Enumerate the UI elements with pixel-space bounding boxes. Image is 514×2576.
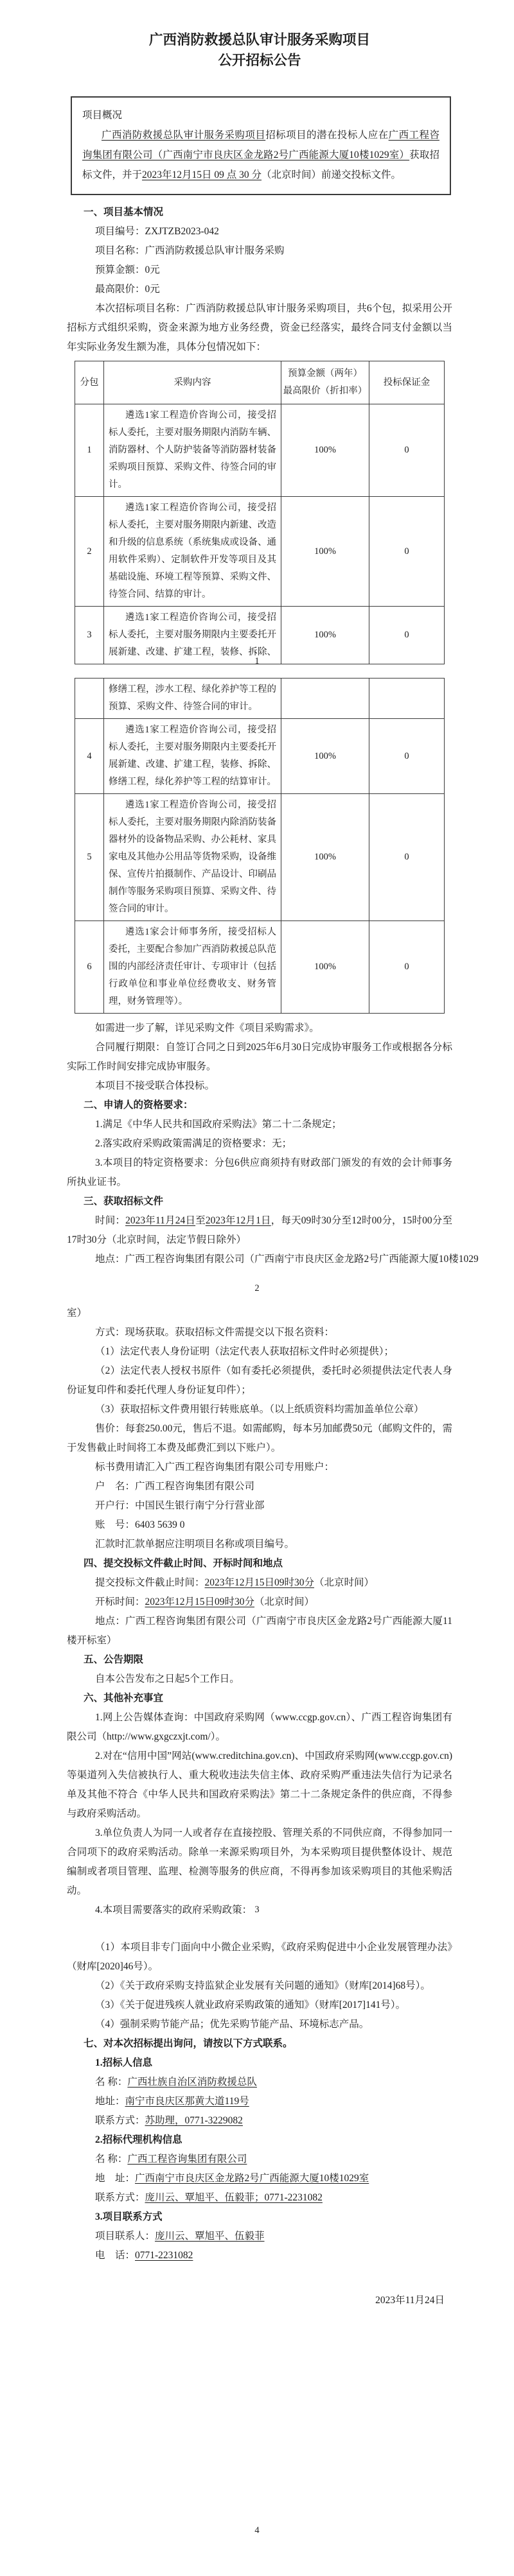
contact-label: 联系方式：	[95, 2192, 145, 2203]
opening-datetime: 2023年12月15日09时30分	[145, 1596, 255, 1607]
section2-heading: 二、申请人的资格要求：	[84, 1100, 193, 1111]
table-row	[75, 679, 445, 719]
phone-label: 电 话：	[95, 2250, 136, 2261]
overview-text: 招标项目的潜在投标人应在	[265, 130, 389, 141]
supplement-item-2: 2.对在“信用中国”网站(www.creditchina.gov.cn)、中国政府采购网(www.ccgp.gov.cn)等渠道列入失信被执行人、重大税收违法失信主体、政府采购严重违法失信行为记录名单及其他不符合《中华人民共和国政府采购法》第二十二条规定条件的供应商，不得参与政府采购活动。	[67, 1750, 452, 1819]
cell-package-no: 5	[75, 794, 104, 921]
document-obtain-time	[67, 1211, 452, 1250]
cell-content: 遴选1家工程造价咨询公司，接受招标人委托，主要对服务期限内主要委托开展新建、改建、扩建工程，装修、拆除、修缮工程，绿化养护等工程的结算审计。	[104, 719, 281, 794]
agency-address	[67, 2169, 452, 2188]
person-label: 项目联系人：	[95, 2231, 155, 2242]
cell-package-no: 3	[75, 607, 104, 664]
registration-material-1: （1）法定代表人身份证明（法定代表人获取招标文件时必须提供）；	[95, 1346, 394, 1357]
cell-package-no: 4	[75, 719, 104, 794]
cell-deposit	[369, 679, 445, 719]
page-number-1: 1	[254, 656, 260, 666]
cell-budget: 100%	[281, 497, 369, 607]
policy-item-4: （4）强制采购节能产品；优先采购节能产品、环境标志产品。	[95, 2019, 369, 2030]
registration-material-3: （3）获取招标文件费用银行转账底单。（以上纸质资料均需加盖单位公章）	[95, 1404, 424, 1415]
tenderer-info-heading: 1.招标人信息	[95, 2057, 153, 2068]
budget-amount: 预算金额：0元	[95, 264, 160, 275]
tenderer-contact-value: 苏助理，0771-3229082	[145, 2115, 243, 2126]
overview-text: 获取招标文件，并于	[82, 150, 439, 180]
table-header-row	[75, 361, 445, 404]
max-price: 最高限价：0元	[95, 284, 160, 295]
tenderer-contact	[67, 2111, 452, 2131]
table-row	[75, 921, 445, 1014]
cell-deposit: 0	[369, 794, 445, 921]
cell-package-no	[75, 679, 104, 719]
name-label: 名 称：	[95, 2077, 128, 2088]
table-row	[75, 497, 445, 607]
agency-info-heading: 2.招标代理机构信息	[95, 2134, 182, 2145]
policy-item-1: （1）本项目非专门面向中小微企业采购，《政府采购促进中小企业发展管理办法》（财库[2020]46号）。	[67, 1942, 452, 1972]
time-label: 时间：	[95, 1215, 126, 1226]
project-contact-person	[67, 2227, 452, 2246]
page-number-3: 3	[254, 1905, 260, 1915]
cell-package-no: 1	[75, 404, 104, 497]
tender-intro-paragraph: 本次招标项目名称：广西消防救援总队审计服务采购项目，共6个包，拟采用公开招标方式组织采购，资金来源为地方业务经费，资金已经落实，最终合同支付金额以当年实际业务发生额为准，具体分包情况如下：	[67, 303, 452, 352]
document-title-line1: 广西消防救援总队审计服务采购项目	[148, 32, 370, 48]
project-overview-box	[71, 96, 451, 195]
header-content: 采购内容	[104, 361, 281, 404]
document-obtain-place-line2: 室）	[67, 1308, 87, 1318]
cell-deposit: 0	[369, 404, 445, 497]
overview-paragraph	[82, 125, 439, 185]
remit-note: 汇款时汇款单据应注明项目名称或项目编号。	[95, 1539, 295, 1550]
table-row	[75, 719, 445, 794]
bid-opening-place: 地点：广西工程咨询集团有限公司（广西南宁市良庆区金龙路2号广西能源大厦11楼开标室）	[67, 1616, 452, 1646]
project-contact-heading: 3.项目联系方式	[95, 2211, 163, 2222]
table-row	[75, 794, 445, 921]
cell-content: 遴选1家工程造价咨询公司，接受招标人委托，主要对服务期限内除消防装备器材外的设备物品采购、办公耗材、家具家电及其他办公用品等货物采购，设备维保、宣传片拍摄制作、产品设计、印刷品制作等服务采购项目预算、采购文件、待签合同的审计。	[104, 794, 281, 921]
cell-budget: 100%	[281, 921, 369, 1014]
cell-content: 遴选1家工程造价咨询公司，接受招标人委托，主要对服务期限内新建、改造和升级的信息系统（系统集成或设备、通用软件采购）、定制软件开发等项目及其基础设施、环境工程等预算、采购文件、待签合同、结算的审计。	[104, 497, 281, 607]
section4-heading: 四、提交投标文件截止时间、开标时间和地点	[84, 1558, 283, 1569]
header-budget-line1: 预算金额（两年）	[288, 368, 362, 379]
project-number: 项目编号：ZXJTZB2023-042	[95, 226, 219, 237]
agency-name	[67, 2150, 452, 2169]
package-table-part2	[75, 678, 445, 1014]
agency-address-value: 广西南宁市良庆区金龙路2号广西能源大厦10楼1029室	[135, 2173, 369, 2184]
supplement-item-4: 4.本项目需要落实的政府采购政策：	[95, 1905, 253, 1915]
project-contact-phone-value: 0771-2231082	[135, 2250, 193, 2261]
project-contact-person-value: 庞川云、覃旭平、伍毅菲	[155, 2231, 265, 2242]
agency-contact-value: 庞川云、覃旭平、伍毅菲；0771-2231082	[145, 2192, 323, 2203]
tenderer-name-value: 广西壮族自治区消防救援总队	[127, 2077, 257, 2088]
time-end-date: 2023年12月1日	[205, 1215, 271, 1226]
bank-name: 开户行：中国民生银行南宁分行营业部	[95, 1500, 265, 1511]
opening-suffix: （北京时间）	[254, 1596, 315, 1607]
time-text: 至	[195, 1215, 206, 1226]
section3-heading: 三、获取招标文件	[84, 1196, 164, 1207]
account-number: 账 号：6403 5639 0	[95, 1519, 185, 1530]
further-info-note: 如需进一步了解，详见采购文件《项目采购需求》。	[95, 1023, 319, 1033]
table-row	[75, 404, 445, 497]
header-package: 分包	[75, 361, 104, 404]
announcement-date: 2023年11月24日	[375, 2295, 445, 2306]
name-label: 名 称：	[95, 2154, 128, 2165]
deadline-suffix: （北京时间）	[314, 1577, 375, 1588]
page-3	[0, 1295, 514, 1916]
cell-deposit: 0	[369, 607, 445, 664]
address-label: 地址：	[95, 2096, 125, 2107]
document-price: 售价：每套250.00元，售后不退。如需邮购，每本另加邮费50元（邮购文件的，需于发售截止时间将工本费及邮费汇到以下账户）。	[67, 1423, 452, 1453]
section5-heading: 五、公告期限	[84, 1654, 144, 1665]
qualification-item-3: 3.本项目的特定资格要求：分包6供应商须持有财政部门颁发的有效的会计师事务所执业证书。	[67, 1157, 452, 1188]
section1-heading: 一、项目基本情况	[84, 207, 164, 218]
account-intro: 标书费用请汇入广西工程咨询集团有限公司专用账户：	[95, 1462, 335, 1473]
section6-heading: 六、其他补充事宜	[84, 1693, 164, 1704]
deadline-datetime: 2023年12月15日09时30分	[204, 1577, 315, 1588]
address-label: 地 址：	[95, 2173, 136, 2184]
tenderer-name	[67, 2073, 452, 2092]
tenderer-address	[67, 2092, 452, 2111]
cell-deposit: 0	[369, 921, 445, 1014]
overview-label: 项目概况	[82, 110, 123, 121]
qualification-item-2: 2.落实政府采购政策需满足的资格要求：无；	[95, 1138, 292, 1149]
overview-deadline: 2023年12月15日 09 点 30 分	[142, 169, 262, 180]
overview-agency-address: 广西工程咨询集团有限公司（广西南宁市良庆区金龙路2号广西能源大厦10楼1029室）	[82, 130, 439, 160]
contact-label: 联系方式：	[95, 2115, 145, 2126]
document-obtain-place-line1: 地点：广西工程咨询集团有限公司（广西南宁市良庆区金龙路2号广西能源大厦10楼1029	[95, 1254, 479, 1265]
header-budget	[281, 361, 369, 404]
cell-package-no: 2	[75, 497, 104, 607]
overview-text: （北京时间）前递交投标文件。	[261, 169, 402, 180]
cell-deposit: 0	[369, 497, 445, 607]
cell-content: 修缮工程，涉水工程、绿化养护等工程的预算、采购文件、待签合同的审计。	[104, 679, 281, 719]
cell-budget	[281, 679, 369, 719]
cell-content: 遴选1家会计师事务所，接受招标人委托，主要配合参加广西消防救援总队范围的内部经济责任审计、专项审计（包括行政单位和事业单位经费收支、财务管理，财务管理等）。	[104, 921, 281, 1014]
project-contact-phone	[67, 2246, 452, 2265]
policy-item-2: （2）《关于政府采购支持监狱企业发展有关问题的通知》（财库[2014]68号）。	[95, 1980, 430, 1991]
opening-label: 开标时间：	[95, 1596, 145, 1607]
cell-budget: 100%	[281, 719, 369, 794]
section7-heading: 七、对本次招标提出询问，请按以下方式联系。	[84, 2038, 293, 2049]
overview-project-name: 广西消防救援总队审计服务采购项目	[102, 130, 266, 141]
package-table-part1	[75, 361, 445, 664]
supplement-item-3: 3.单位负责人为同一人或者存在直接控股、管理关系的不同供应商，不得参加同一合同项下的政府采购活动。除单一来源采购项目外，为本采购项目提供整体设计、规范编制或者项目管理、监理、检测等服务的供应商，不得再参加该采购项目的其他采购活动。	[67, 1828, 452, 1896]
agency-name-value: 广西工程咨询集团有限公司	[127, 2154, 247, 2165]
cell-content: 遴选1家工程造价咨询公司，接受招标人委托，主要对服务期限内主要委托开展新建、改建、扩建工程，装修、拆除、	[104, 607, 281, 664]
time-start-date: 2023年11月24日	[125, 1215, 196, 1226]
policy-item-3: （3）《关于促进残疾人就业政府采购政策的通知》（财库[2017]141号）。	[95, 2000, 406, 2010]
page-number-4: 4	[254, 2525, 260, 2536]
cell-budget: 100%	[281, 607, 369, 664]
cell-deposit: 0	[369, 719, 445, 794]
document-title-line2: 公开招标公告	[218, 53, 301, 68]
obtain-method: 方式：现场获取。获取招标文件需提交以下报名资料：	[95, 1327, 335, 1338]
time-text: ，每天09时30分至12时00分，15时00分至17时30分（北京时间，法定节假日除外）	[67, 1215, 452, 1245]
cell-content: 遴选1家工程造价咨询公司，接受招标人委托，主要对服务期限内消防车辆、消防器材、个人防护装备等消防器材装备采购项目预算、采购文件、待签合同的审计。	[104, 404, 281, 497]
header-budget-line2: 最高限价（折扣率）	[283, 386, 368, 396]
account-name: 户 名：广西工程咨询集团有限公司	[95, 1481, 255, 1492]
bid-opening-time	[67, 1593, 452, 1612]
page-4	[0, 1916, 514, 2576]
deadline-label: 提交投标文件截止时间：	[95, 1577, 205, 1588]
project-name: 项目名称：广西消防救援总队审计服务采购	[95, 245, 285, 256]
cell-budget: 100%	[281, 404, 369, 497]
page-2	[0, 668, 514, 1295]
header-deposit: 投标保证金	[369, 361, 445, 404]
submission-deadline	[67, 1573, 452, 1593]
tenderer-address-value: 南宁市良庆区那黄大道119号	[125, 2096, 249, 2107]
supplement-item-1: 1.网上公告媒体查询：中国政府采购网（www.ccgp.gov.cn）、广西工程咨询集团有限公司（http://www.gxgczxjt.com/）。	[67, 1712, 452, 1742]
cell-budget: 100%	[281, 794, 369, 921]
registration-material-2: （2）法定代表人授权书原件（如有委托必须提供，委托时必须提供法定代表人身份证复印件和委托代理人身份证复印件）；	[67, 1365, 452, 1396]
agency-contact	[67, 2188, 452, 2208]
contract-term: 合同履行期限：自签订合同之日到2025年6月30日完成协审服务工作或根据各分标实际工作时间安排完成协审服务。	[67, 1042, 452, 1072]
announcement-period: 自本公告发布之日起5个工作日。	[95, 1673, 240, 1684]
cell-package-no: 6	[75, 921, 104, 1014]
page-1	[0, 0, 514, 668]
page-number-2: 2	[254, 1283, 260, 1293]
qualification-item-1: 1.满足《中华人民共和国政府采购法》第二十二条规定；	[95, 1119, 342, 1130]
no-consortium-note: 本项目不接受联合体投标。	[95, 1080, 215, 1091]
